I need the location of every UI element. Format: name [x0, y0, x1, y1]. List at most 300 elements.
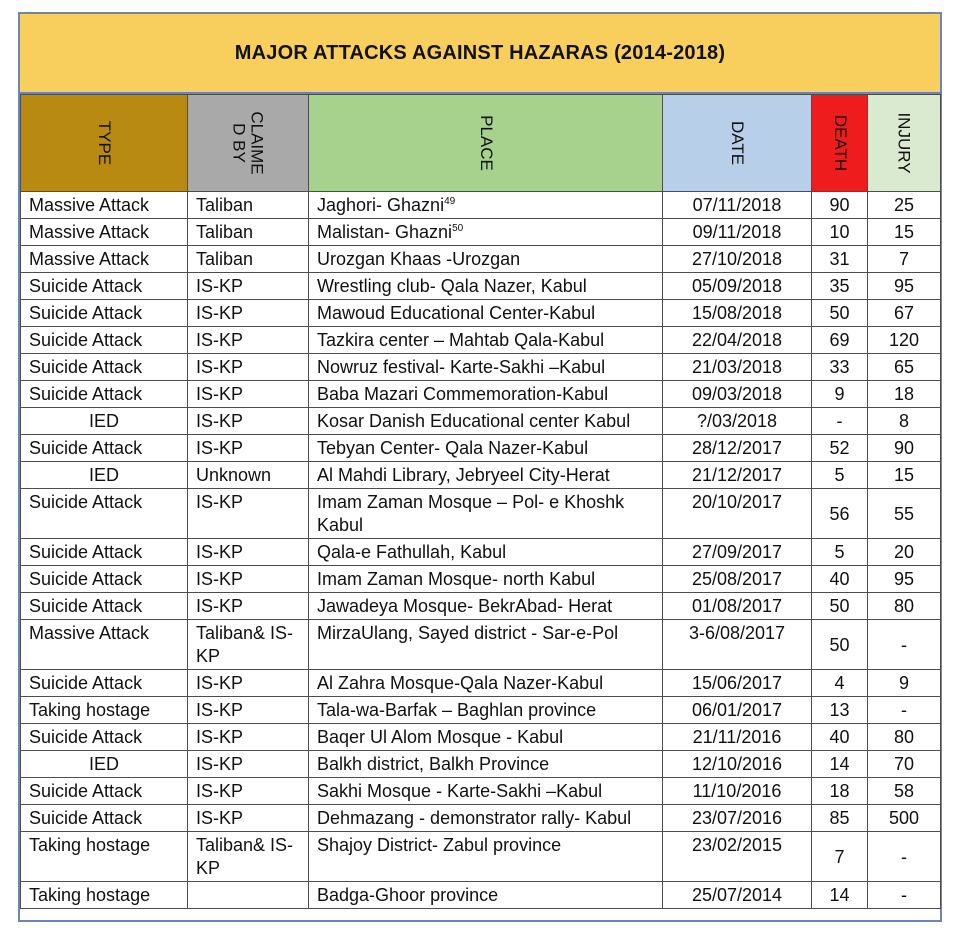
cell-date-text: 07/11/2018 [692, 195, 782, 215]
cell-injury-text: 25 [893, 195, 915, 215]
cell-date [663, 435, 812, 462]
cell-type-text: Taking hostage [29, 885, 151, 905]
table-row [21, 593, 941, 620]
cell-injury [868, 697, 941, 724]
cell-type [21, 381, 188, 408]
table-row [21, 566, 941, 593]
cell-death-text: 5 [834, 542, 845, 562]
cell-place [309, 670, 663, 697]
cell-injury-text: 8 [898, 411, 909, 431]
cell-type-text: Massive Attack [29, 222, 150, 242]
cell-type [21, 778, 188, 805]
cell-type [21, 273, 188, 300]
cell-claimed [188, 724, 309, 751]
cell-death [812, 246, 868, 273]
cell-place-text: Jaghori- Ghazni [317, 195, 445, 215]
cell-date-text: 05/09/2018 [691, 276, 783, 296]
cell-claimed-text: IS-KP [196, 596, 244, 616]
cell-type [21, 832, 188, 882]
cell-place [309, 882, 663, 909]
table-row [21, 192, 941, 219]
cell-date-text: 27/09/2017 [691, 542, 783, 562]
cell-injury-text: 95 [893, 276, 915, 296]
cell-type-text: Suicide Attack [29, 727, 143, 747]
cell-type [21, 219, 188, 246]
cell-injury [868, 539, 941, 566]
cell-injury [868, 354, 941, 381]
cell-date [663, 462, 812, 489]
cell-place-text: Balkh district, Balkh Province [317, 754, 550, 774]
cell-date [663, 489, 812, 539]
cell-claimed-text: Unknown [196, 465, 272, 485]
cell-claimed [188, 327, 309, 354]
cell-place [309, 300, 663, 327]
cell-date-text: 21/03/2018 [691, 357, 783, 377]
cell-injury [868, 620, 941, 670]
cell-place [309, 462, 663, 489]
table-row [21, 778, 941, 805]
cell-type [21, 435, 188, 462]
cell-claimed [188, 408, 309, 435]
table-row [21, 219, 941, 246]
cell-death-text: 50 [829, 303, 850, 323]
cell-date [663, 327, 812, 354]
cell-place [309, 697, 663, 724]
cell-type [21, 462, 188, 489]
cell-injury-text: 20 [893, 542, 915, 562]
cell-place-text: Shajoy District- Zabul province [317, 835, 562, 855]
cell-injury-text: 15 [893, 222, 915, 242]
cell-injury [868, 219, 941, 246]
cell-claimed-text: IS-KP [196, 438, 244, 458]
cell-type [21, 246, 188, 273]
cell-injury [868, 300, 941, 327]
cell-death-text: 50 [829, 596, 850, 616]
cell-type [21, 300, 188, 327]
column-header-death [812, 95, 868, 192]
cell-date-text: 15/08/2018 [691, 303, 783, 323]
cell-injury-text: - [901, 846, 907, 867]
cell-death-text: 69 [829, 330, 850, 350]
cell-date [663, 408, 812, 435]
table-row [21, 539, 941, 566]
cell-date [663, 778, 812, 805]
cell-injury [868, 246, 941, 273]
cell-claimed [188, 539, 309, 566]
cell-death [812, 381, 868, 408]
cell-death-text: 14 [829, 885, 850, 905]
cell-injury [868, 593, 941, 620]
table-row [21, 246, 941, 273]
column-header-claimed-by [188, 95, 309, 192]
cell-place-text: Badga-Ghoor province [317, 885, 499, 905]
cell-date [663, 354, 812, 381]
cell-injury-text: 65 [893, 357, 915, 377]
cell-injury-text: 18 [893, 384, 915, 404]
cell-place-text: Tala-wa-Barfak – Baghlan province [317, 700, 597, 720]
cell-claimed-text: IS-KP [196, 542, 244, 562]
cell-place [309, 566, 663, 593]
cell-type-text: Suicide Attack [29, 808, 143, 828]
cell-claimed-text: IS-KP [196, 384, 244, 404]
cell-death [812, 192, 868, 219]
cell-date-text: 09/11/2018 [692, 222, 782, 242]
cell-death-text: 4 [834, 673, 845, 693]
cell-claimed [188, 832, 309, 882]
cell-type [21, 724, 188, 751]
cell-date-text: 01/08/2017 [691, 596, 783, 616]
cell-claimed-text: IS-KP [196, 357, 244, 377]
cell-claimed-text: Taliban& IS-KP [196, 835, 294, 878]
footnote-ref: 49 [444, 196, 456, 207]
cell-type-text: Suicide Attack [29, 781, 143, 801]
cell-claimed [188, 246, 309, 273]
cell-place-text: Sakhi Mosque - Karte-Sakhi –Kabul [317, 781, 603, 801]
cell-death-text: 90 [829, 195, 850, 215]
cell-place-text: Tebyan Center- Qala Nazer-Kabul [317, 438, 589, 458]
cell-death [812, 778, 868, 805]
cell-type [21, 566, 188, 593]
table-row [21, 751, 941, 778]
cell-injury [868, 670, 941, 697]
cell-death [812, 327, 868, 354]
cell-type [21, 408, 188, 435]
cell-place-text: Baqer Ul Alom Mosque - Kabul [317, 727, 564, 747]
column-header-type-label: TYPE [95, 120, 114, 165]
cell-type-text: Suicide Attack [29, 303, 143, 323]
cell-death-text: 9 [834, 384, 845, 404]
cell-place [309, 192, 663, 219]
cell-death-text: 85 [829, 808, 850, 828]
cell-death [812, 219, 868, 246]
table-row [21, 462, 941, 489]
cell-place [309, 832, 663, 882]
cell-type [21, 489, 188, 539]
cell-injury [868, 751, 941, 778]
cell-death-text: 50 [829, 634, 850, 655]
cell-place-text: Qala-e Fathullah, Kabul [317, 542, 507, 562]
cell-date-text: 21/12/2017 [691, 465, 783, 485]
cell-place-text: Tazkira center – Mahtab Qala-Kabul [317, 330, 605, 350]
column-header-place [309, 95, 663, 192]
table-row [21, 724, 941, 751]
attacks-table [20, 94, 941, 909]
cell-type-text: Suicide Attack [29, 673, 143, 693]
cell-type-text: Suicide Attack [29, 276, 143, 296]
cell-type [21, 192, 188, 219]
cell-claimed [188, 566, 309, 593]
cell-injury [868, 435, 941, 462]
cell-type-text: Suicide Attack [29, 357, 143, 377]
cell-type-text: IED [88, 411, 119, 431]
cell-claimed-text: Taliban [196, 249, 254, 269]
cell-place [309, 327, 663, 354]
table-row [21, 381, 941, 408]
cell-injury-text: 7 [898, 249, 909, 269]
cell-injury-text: 500 [888, 808, 920, 828]
table-row [21, 435, 941, 462]
cell-place-text: Urozgan Khaas -Urozgan [317, 249, 521, 269]
cell-claimed [188, 489, 309, 539]
cell-place [309, 246, 663, 273]
cell-place-text: Malistan- Ghazni [317, 222, 453, 242]
cell-place [309, 219, 663, 246]
cell-place [309, 724, 663, 751]
cell-death-text: 14 [829, 754, 850, 774]
table-row [21, 670, 941, 697]
cell-death [812, 751, 868, 778]
cell-type-text: Suicide Attack [29, 330, 143, 350]
cell-injury-text: 9 [898, 673, 909, 693]
cell-place-text: Mawoud Educational Center-Kabul [317, 303, 596, 323]
cell-place-text: Imam Zaman Mosque – Pol- e Khoshk Kabul [317, 492, 625, 535]
cell-claimed [188, 778, 309, 805]
cell-place-text: Jawadeya Mosque- BekrAbad- Herat [317, 596, 613, 616]
footnote-ref: 50 [452, 223, 464, 234]
cell-claimed [188, 219, 309, 246]
cell-injury-text: 80 [893, 727, 915, 747]
cell-death [812, 300, 868, 327]
cell-date-text: ?/03/2018 [696, 411, 778, 431]
cell-claimed [188, 381, 309, 408]
cell-claimed-text: Taliban [196, 195, 254, 215]
cell-type-text: Taking hostage [29, 700, 151, 720]
cell-death-text: 33 [829, 357, 850, 377]
cell-date [663, 300, 812, 327]
table-row [21, 273, 941, 300]
cell-place [309, 273, 663, 300]
cell-place-text: Baba Mazari Commemoration-Kabul [317, 384, 609, 404]
cell-date [663, 273, 812, 300]
cell-injury [868, 566, 941, 593]
cell-death [812, 697, 868, 724]
table-row [21, 354, 941, 381]
cell-place [309, 778, 663, 805]
cell-date [663, 697, 812, 724]
cell-death-text: 10 [829, 222, 850, 242]
cell-date [663, 381, 812, 408]
cell-place [309, 805, 663, 832]
cell-injury-text: 55 [893, 503, 915, 524]
cell-type [21, 697, 188, 724]
cell-injury-text: 120 [888, 330, 920, 350]
cell-type-text: Taking hostage [29, 835, 151, 855]
table-row [21, 300, 941, 327]
cell-injury [868, 832, 941, 882]
column-header-claimed-by-label [230, 111, 266, 174]
cell-place [309, 751, 663, 778]
cell-date-text: 11/10/2016 [692, 781, 782, 801]
table-row [21, 697, 941, 724]
cell-claimed-text: IS-KP [196, 303, 244, 323]
cell-date-text: 09/03/2018 [691, 384, 783, 404]
cell-death-text: 31 [829, 249, 850, 269]
cell-claimed-text: IS-KP [196, 411, 244, 431]
cell-type-text: Suicide Attack [29, 569, 143, 589]
cell-claimed [188, 697, 309, 724]
column-header-injury [868, 95, 941, 192]
cell-place [309, 408, 663, 435]
cell-death-text: 40 [829, 727, 850, 747]
cell-place [309, 381, 663, 408]
cell-date-text: 06/01/2017 [691, 700, 783, 720]
cell-claimed-text: Taliban& IS-KP [196, 623, 294, 666]
cell-date [663, 620, 812, 670]
cell-injury [868, 408, 941, 435]
cell-death [812, 805, 868, 832]
column-header-place-label: PLACE [476, 114, 496, 171]
cell-date [663, 219, 812, 246]
cell-death [812, 620, 868, 670]
cell-date-text: 20/10/2017 [691, 492, 783, 512]
cell-injury-text: 90 [893, 438, 915, 458]
cell-place [309, 593, 663, 620]
cell-claimed-text: IS-KP [196, 808, 244, 828]
cell-place-text: Al Mahdi Library, Jebryeel City-Herat [317, 465, 610, 485]
cell-claimed [188, 620, 309, 670]
cell-claimed [188, 354, 309, 381]
cell-claimed [188, 882, 309, 909]
cell-claimed [188, 192, 309, 219]
table-body [21, 192, 941, 909]
cell-place [309, 620, 663, 670]
cell-date [663, 670, 812, 697]
cell-claimed-text: IS-KP [196, 330, 244, 350]
cell-type-text: Massive Attack [29, 195, 150, 215]
cell-injury-text: 67 [893, 303, 915, 323]
column-header-claimed-by-line2: D BY [229, 122, 249, 163]
cell-death [812, 670, 868, 697]
cell-injury-text: 58 [893, 781, 915, 801]
table-row [21, 489, 941, 539]
cell-date-text: 3-6/08/2017 [688, 623, 786, 643]
cell-place-text: Imam Zaman Mosque- north Kabul [317, 569, 596, 589]
cell-type [21, 882, 188, 909]
cell-death [812, 408, 868, 435]
cell-date [663, 805, 812, 832]
cell-type-text: IED [88, 754, 119, 774]
cell-date [663, 192, 812, 219]
cell-injury-text: - [901, 885, 907, 905]
cell-death-text: 7 [834, 846, 845, 867]
cell-death-text: 13 [829, 700, 850, 720]
cell-date-text: 23/02/2015 [691, 835, 783, 855]
cell-place-text: MirzaUlang, Sayed district - Sar-e-Pol [317, 623, 619, 643]
cell-date [663, 593, 812, 620]
cell-date [663, 832, 812, 882]
cell-type-text: Suicide Attack [29, 542, 143, 562]
cell-date [663, 539, 812, 566]
table-title: MAJOR ATTACKS AGAINST HAZARAS (2014-2018) [20, 14, 940, 94]
cell-type [21, 805, 188, 832]
cell-date [663, 724, 812, 751]
cell-death [812, 539, 868, 566]
cell-type [21, 539, 188, 566]
cell-type-text: Massive Attack [29, 249, 150, 269]
cell-type-text: IED [88, 465, 119, 485]
table-row [21, 805, 941, 832]
column-header-type [21, 95, 188, 192]
cell-claimed-text: IS-KP [196, 781, 244, 801]
cell-place [309, 435, 663, 462]
cell-date-text: 27/10/2018 [691, 249, 783, 269]
cell-claimed-text: IS-KP [196, 276, 244, 296]
cell-injury [868, 327, 941, 354]
column-header-death-label: DEATH [831, 114, 851, 171]
cell-claimed [188, 273, 309, 300]
cell-claimed [188, 300, 309, 327]
cell-claimed [188, 462, 309, 489]
cell-date-text: 21/11/2016 [692, 727, 782, 747]
table-row [21, 327, 941, 354]
cell-claimed [188, 593, 309, 620]
table-row [21, 832, 941, 882]
attacks-table-frame [18, 12, 942, 922]
cell-death-text: 52 [829, 438, 850, 458]
cell-type-text: Suicide Attack [29, 596, 143, 616]
cell-claimed-text: IS-KP [196, 700, 244, 720]
cell-claimed [188, 670, 309, 697]
cell-death [812, 462, 868, 489]
cell-death-text: - [836, 411, 843, 431]
cell-date [663, 246, 812, 273]
cell-date-text: 25/08/2017 [691, 569, 783, 589]
cell-place-text: Nowruz festival- Karte-Sakhi –Kabul [317, 357, 606, 377]
cell-type [21, 593, 188, 620]
cell-claimed [188, 435, 309, 462]
cell-injury-text: 95 [893, 569, 915, 589]
cell-death-text: 5 [834, 465, 845, 485]
cell-type [21, 620, 188, 670]
cell-death [812, 273, 868, 300]
cell-type-text: Suicide Attack [29, 492, 143, 512]
cell-claimed-text: IS-KP [196, 727, 244, 747]
column-header-date [663, 95, 812, 192]
cell-date [663, 751, 812, 778]
cell-injury [868, 778, 941, 805]
cell-injury [868, 805, 941, 832]
cell-date [663, 882, 812, 909]
cell-injury [868, 724, 941, 751]
cell-type [21, 354, 188, 381]
cell-injury-text: 80 [893, 596, 915, 616]
cell-claimed [188, 751, 309, 778]
cell-death [812, 593, 868, 620]
cell-death-text: 18 [829, 781, 850, 801]
cell-claimed-text: IS-KP [196, 492, 244, 512]
cell-death-text: 35 [829, 276, 850, 296]
cell-death [812, 354, 868, 381]
cell-claimed-text: IS-KP [196, 569, 244, 589]
cell-death [812, 566, 868, 593]
cell-injury [868, 489, 941, 539]
cell-injury [868, 882, 941, 909]
column-header-claimed-by-line1: CLAIME [247, 110, 267, 175]
cell-place [309, 354, 663, 381]
column-header-date-label: DATE [727, 120, 747, 165]
cell-death [812, 435, 868, 462]
table-row [21, 882, 941, 909]
cell-injury-text: 70 [893, 754, 915, 774]
cell-type-text: Massive Attack [29, 623, 150, 643]
cell-type [21, 670, 188, 697]
cell-injury-text: 15 [893, 465, 915, 485]
column-header-injury-label: INJURY [895, 111, 914, 174]
cell-place-text: Al Zahra Mosque-Qala Nazer-Kabul [317, 673, 604, 693]
cell-claimed-text: IS-KP [196, 673, 244, 693]
cell-death [812, 489, 868, 539]
cell-death [812, 832, 868, 882]
